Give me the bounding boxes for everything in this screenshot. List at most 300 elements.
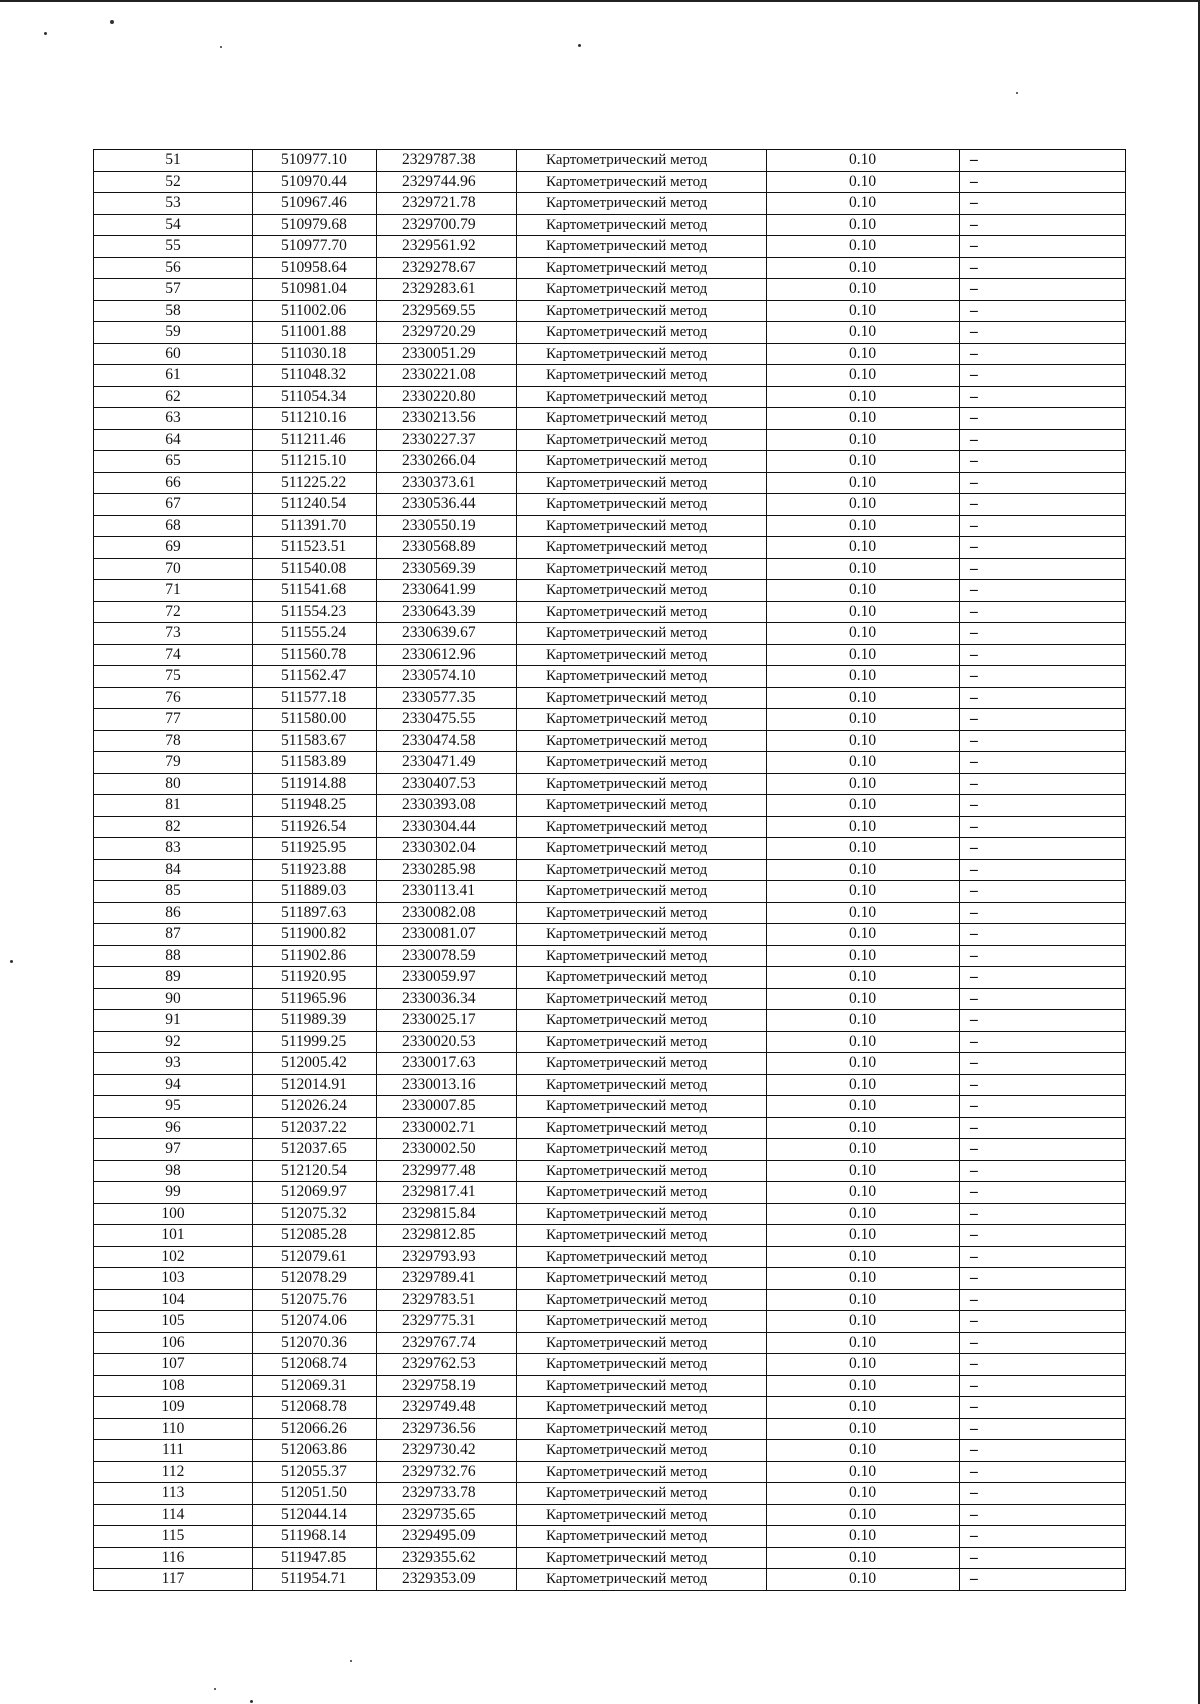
table-row — [94, 601, 1126, 623]
x-coordinate-cell: 510958.64 — [253, 257, 377, 279]
table-row — [94, 1010, 1126, 1032]
y-coordinate-cell: 2329353.09 — [377, 1569, 517, 1591]
error-cell: 0.10 — [767, 1311, 960, 1333]
error-cell: 0.10 — [767, 236, 960, 258]
method-cell: Картометрический метод — [517, 1526, 767, 1548]
error-cell: 0.10 — [767, 859, 960, 881]
description-cell: – — [960, 988, 1126, 1010]
table-row — [94, 1053, 1126, 1075]
table-row — [94, 1483, 1126, 1505]
method-cell: Картометрический метод — [517, 171, 767, 193]
description-cell: – — [960, 1160, 1126, 1182]
point-number-cell: 75 — [94, 666, 253, 688]
table-row — [94, 1225, 1126, 1247]
y-coordinate-cell: 2330407.53 — [377, 773, 517, 795]
table-row — [94, 429, 1126, 451]
error-cell: 0.10 — [767, 1332, 960, 1354]
error-cell: 0.10 — [767, 1053, 960, 1075]
table-row — [94, 967, 1126, 989]
table-row — [94, 193, 1126, 215]
table-row — [94, 1117, 1126, 1139]
error-cell: 0.10 — [767, 1440, 960, 1462]
point-number-cell: 78 — [94, 730, 253, 752]
table-row — [94, 214, 1126, 236]
error-cell: 0.10 — [767, 1203, 960, 1225]
x-coordinate-cell: 512068.74 — [253, 1354, 377, 1376]
description-cell: – — [960, 1569, 1126, 1591]
point-number-cell: 54 — [94, 214, 253, 236]
scan-edge-top — [0, 0, 1200, 2]
table-row — [94, 795, 1126, 817]
y-coordinate-cell: 2330221.08 — [377, 365, 517, 387]
point-number-cell: 67 — [94, 494, 253, 516]
point-number-cell: 105 — [94, 1311, 253, 1333]
error-cell: 0.10 — [767, 1569, 960, 1591]
y-coordinate-cell: 2329721.78 — [377, 193, 517, 215]
point-number-cell: 55 — [94, 236, 253, 258]
description-cell: – — [960, 580, 1126, 602]
point-number-cell: 117 — [94, 1569, 253, 1591]
description-cell: – — [960, 1311, 1126, 1333]
table-row — [94, 1096, 1126, 1118]
description-cell: – — [960, 1375, 1126, 1397]
error-cell: 0.10 — [767, 1418, 960, 1440]
error-cell: 0.10 — [767, 365, 960, 387]
method-cell: Картометрический метод — [517, 1160, 767, 1182]
y-coordinate-cell: 2330082.08 — [377, 902, 517, 924]
x-coordinate-cell: 512074.06 — [253, 1311, 377, 1333]
description-cell: – — [960, 1031, 1126, 1053]
error-cell: 0.10 — [767, 580, 960, 602]
table-row — [94, 1397, 1126, 1419]
y-coordinate-cell: 2330574.10 — [377, 666, 517, 688]
table-row — [94, 322, 1126, 344]
x-coordinate-cell: 512026.24 — [253, 1096, 377, 1118]
table-row — [94, 580, 1126, 602]
error-cell: 0.10 — [767, 1526, 960, 1548]
method-cell: Картометрический метод — [517, 1569, 767, 1591]
error-cell: 0.10 — [767, 214, 960, 236]
y-coordinate-cell: 2329744.96 — [377, 171, 517, 193]
method-cell: Картометрический метод — [517, 1332, 767, 1354]
point-number-cell: 60 — [94, 343, 253, 365]
error-cell: 0.10 — [767, 924, 960, 946]
y-coordinate-cell: 2329736.56 — [377, 1418, 517, 1440]
error-cell: 0.10 — [767, 1268, 960, 1290]
error-cell: 0.10 — [767, 257, 960, 279]
x-coordinate-cell: 511965.96 — [253, 988, 377, 1010]
method-cell: Картометрический метод — [517, 838, 767, 860]
method-cell: Картометрический метод — [517, 386, 767, 408]
description-cell: – — [960, 1397, 1126, 1419]
error-cell: 0.10 — [767, 558, 960, 580]
x-coordinate-cell: 512078.29 — [253, 1268, 377, 1290]
description-cell: – — [960, 365, 1126, 387]
x-coordinate-cell: 511215.10 — [253, 451, 377, 473]
method-cell: Картометрический метод — [517, 687, 767, 709]
point-number-cell: 59 — [94, 322, 253, 344]
description-cell: – — [960, 1354, 1126, 1376]
table-row — [94, 171, 1126, 193]
point-number-cell: 107 — [94, 1354, 253, 1376]
x-coordinate-cell: 511002.06 — [253, 300, 377, 322]
error-cell: 0.10 — [767, 1074, 960, 1096]
table-row — [94, 709, 1126, 731]
x-coordinate-cell: 511989.39 — [253, 1010, 377, 1032]
scan-speck — [350, 1660, 352, 1662]
description-cell: – — [960, 343, 1126, 365]
description-cell: – — [960, 1053, 1126, 1075]
method-cell: Картометрический метод — [517, 967, 767, 989]
x-coordinate-cell: 511541.68 — [253, 580, 377, 602]
description-cell: – — [960, 171, 1126, 193]
x-coordinate-cell: 510970.44 — [253, 171, 377, 193]
x-coordinate-cell: 511001.88 — [253, 322, 377, 344]
y-coordinate-cell: 2330227.37 — [377, 429, 517, 451]
x-coordinate-cell: 512055.37 — [253, 1461, 377, 1483]
description-cell: – — [960, 1096, 1126, 1118]
error-cell: 0.10 — [767, 1246, 960, 1268]
description-cell: – — [960, 1074, 1126, 1096]
point-number-cell: 87 — [94, 924, 253, 946]
table-row — [94, 988, 1126, 1010]
scan-speck — [250, 1700, 253, 1703]
point-number-cell: 77 — [94, 709, 253, 731]
description-cell: – — [960, 1246, 1126, 1268]
method-cell: Картометрический метод — [517, 1397, 767, 1419]
scan-speck — [1016, 92, 1018, 94]
x-coordinate-cell: 511030.18 — [253, 343, 377, 365]
table-row — [94, 343, 1126, 365]
table-row — [94, 773, 1126, 795]
method-cell: Картометрический метод — [517, 795, 767, 817]
error-cell: 0.10 — [767, 1096, 960, 1118]
description-cell: – — [960, 1332, 1126, 1354]
point-number-cell: 58 — [94, 300, 253, 322]
method-cell: Картометрический метод — [517, 322, 767, 344]
point-number-cell: 63 — [94, 408, 253, 430]
x-coordinate-cell: 512075.32 — [253, 1203, 377, 1225]
y-coordinate-cell: 2330051.29 — [377, 343, 517, 365]
method-cell: Картометрический метод — [517, 1483, 767, 1505]
point-number-cell: 57 — [94, 279, 253, 301]
y-coordinate-cell: 2329355.62 — [377, 1547, 517, 1569]
x-coordinate-cell: 511225.22 — [253, 472, 377, 494]
method-cell: Картометрический метод — [517, 1461, 767, 1483]
method-cell: Картометрический метод — [517, 1139, 767, 1161]
table-row — [94, 1031, 1126, 1053]
point-number-cell: 98 — [94, 1160, 253, 1182]
table-row — [94, 150, 1126, 172]
description-cell: – — [960, 429, 1126, 451]
table-row — [94, 1311, 1126, 1333]
method-cell: Картометрический метод — [517, 773, 767, 795]
x-coordinate-cell: 511968.14 — [253, 1526, 377, 1548]
method-cell: Картометрический метод — [517, 537, 767, 559]
error-cell: 0.10 — [767, 623, 960, 645]
method-cell: Картометрический метод — [517, 1418, 767, 1440]
y-coordinate-cell: 2330373.61 — [377, 472, 517, 494]
x-coordinate-cell: 511580.00 — [253, 709, 377, 731]
point-number-cell: 99 — [94, 1182, 253, 1204]
description-cell: – — [960, 494, 1126, 516]
error-cell: 0.10 — [767, 988, 960, 1010]
error-cell: 0.10 — [767, 601, 960, 623]
y-coordinate-cell: 2329283.61 — [377, 279, 517, 301]
description-cell: – — [960, 537, 1126, 559]
point-number-cell: 65 — [94, 451, 253, 473]
table-row — [94, 236, 1126, 258]
description-cell: – — [960, 558, 1126, 580]
method-cell: Картометрический метод — [517, 752, 767, 774]
description-cell: – — [960, 924, 1126, 946]
description-cell: – — [960, 967, 1126, 989]
point-number-cell: 80 — [94, 773, 253, 795]
y-coordinate-cell: 2330471.49 — [377, 752, 517, 774]
description-cell: – — [960, 709, 1126, 731]
x-coordinate-cell: 511947.85 — [253, 1547, 377, 1569]
scan-speck — [110, 20, 114, 24]
y-coordinate-cell: 2330017.63 — [377, 1053, 517, 1075]
table-row — [94, 1354, 1126, 1376]
error-cell: 0.10 — [767, 752, 960, 774]
table-row — [94, 1182, 1126, 1204]
y-coordinate-cell: 2330059.97 — [377, 967, 517, 989]
x-coordinate-cell: 512120.54 — [253, 1160, 377, 1182]
table-row — [94, 365, 1126, 387]
y-coordinate-cell: 2329787.38 — [377, 150, 517, 172]
x-coordinate-cell: 511240.54 — [253, 494, 377, 516]
method-cell: Картометрический метод — [517, 1031, 767, 1053]
method-cell: Картометрический метод — [517, 666, 767, 688]
error-cell: 0.10 — [767, 515, 960, 537]
point-number-cell: 72 — [94, 601, 253, 623]
description-cell: – — [960, 1504, 1126, 1526]
y-coordinate-cell: 2330213.56 — [377, 408, 517, 430]
y-coordinate-cell: 2329749.48 — [377, 1397, 517, 1419]
method-cell: Картометрический метод — [517, 1289, 767, 1311]
error-cell: 0.10 — [767, 429, 960, 451]
y-coordinate-cell: 2329561.92 — [377, 236, 517, 258]
point-number-cell: 110 — [94, 1418, 253, 1440]
table-row — [94, 1139, 1126, 1161]
error-cell: 0.10 — [767, 408, 960, 430]
error-cell: 0.10 — [767, 1225, 960, 1247]
error-cell: 0.10 — [767, 1375, 960, 1397]
table-row — [94, 924, 1126, 946]
method-cell: Картометрический метод — [517, 881, 767, 903]
scan-speck — [214, 1688, 216, 1690]
x-coordinate-cell: 512069.97 — [253, 1182, 377, 1204]
method-cell: Картометрический метод — [517, 214, 767, 236]
y-coordinate-cell: 2329775.31 — [377, 1311, 517, 1333]
description-cell: – — [960, 623, 1126, 645]
y-coordinate-cell: 2330639.67 — [377, 623, 517, 645]
table-row — [94, 644, 1126, 666]
point-number-cell: 90 — [94, 988, 253, 1010]
x-coordinate-cell: 510967.46 — [253, 193, 377, 215]
method-cell: Картометрический метод — [517, 859, 767, 881]
method-cell: Картометрический метод — [517, 1440, 767, 1462]
table-row — [94, 1268, 1126, 1290]
error-cell: 0.10 — [767, 1461, 960, 1483]
y-coordinate-cell: 2330536.44 — [377, 494, 517, 516]
table-row — [94, 1440, 1126, 1462]
error-cell: 0.10 — [767, 1010, 960, 1032]
x-coordinate-cell: 511577.18 — [253, 687, 377, 709]
y-coordinate-cell: 2329733.78 — [377, 1483, 517, 1505]
table-row — [94, 623, 1126, 645]
point-number-cell: 70 — [94, 558, 253, 580]
method-cell: Картометрический метод — [517, 623, 767, 645]
y-coordinate-cell: 2329569.55 — [377, 300, 517, 322]
table-row — [94, 472, 1126, 494]
y-coordinate-cell: 2329758.19 — [377, 1375, 517, 1397]
table-row — [94, 1160, 1126, 1182]
table-row — [94, 752, 1126, 774]
x-coordinate-cell: 512005.42 — [253, 1053, 377, 1075]
y-coordinate-cell: 2329783.51 — [377, 1289, 517, 1311]
y-coordinate-cell: 2329720.29 — [377, 322, 517, 344]
error-cell: 0.10 — [767, 730, 960, 752]
method-cell: Картометрический метод — [517, 1354, 767, 1376]
description-cell: – — [960, 1547, 1126, 1569]
x-coordinate-cell: 511920.95 — [253, 967, 377, 989]
table-row — [94, 537, 1126, 559]
method-cell: Картометрический метод — [517, 472, 767, 494]
y-coordinate-cell: 2329812.85 — [377, 1225, 517, 1247]
point-number-cell: 56 — [94, 257, 253, 279]
description-cell: – — [960, 773, 1126, 795]
y-coordinate-cell: 2329793.93 — [377, 1246, 517, 1268]
y-coordinate-cell: 2330550.19 — [377, 515, 517, 537]
point-number-cell: 97 — [94, 1139, 253, 1161]
y-coordinate-cell: 2329735.65 — [377, 1504, 517, 1526]
point-number-cell: 74 — [94, 644, 253, 666]
x-coordinate-cell: 512079.61 — [253, 1246, 377, 1268]
x-coordinate-cell: 512037.65 — [253, 1139, 377, 1161]
y-coordinate-cell: 2329977.48 — [377, 1160, 517, 1182]
scan-speck — [10, 960, 13, 963]
y-coordinate-cell: 2329278.67 — [377, 257, 517, 279]
method-cell: Картометрический метод — [517, 1375, 767, 1397]
error-cell: 0.10 — [767, 902, 960, 924]
description-cell: – — [960, 816, 1126, 838]
table-row — [94, 451, 1126, 473]
y-coordinate-cell: 2330568.89 — [377, 537, 517, 559]
table-row — [94, 494, 1126, 516]
error-cell: 0.10 — [767, 1289, 960, 1311]
y-coordinate-cell: 2330569.39 — [377, 558, 517, 580]
y-coordinate-cell: 2330641.99 — [377, 580, 517, 602]
error-cell: 0.10 — [767, 451, 960, 473]
x-coordinate-cell: 511554.23 — [253, 601, 377, 623]
point-number-cell: 106 — [94, 1332, 253, 1354]
point-number-cell: 108 — [94, 1375, 253, 1397]
description-cell: – — [960, 1139, 1126, 1161]
point-number-cell: 113 — [94, 1483, 253, 1505]
error-cell: 0.10 — [767, 494, 960, 516]
error-cell: 0.10 — [767, 709, 960, 731]
x-coordinate-cell: 512037.22 — [253, 1117, 377, 1139]
table-row — [94, 1375, 1126, 1397]
table-row — [94, 1074, 1126, 1096]
description-cell: – — [960, 322, 1126, 344]
x-coordinate-cell: 511540.08 — [253, 558, 377, 580]
x-coordinate-cell: 512069.31 — [253, 1375, 377, 1397]
scan-speck — [44, 32, 47, 35]
description-cell: – — [960, 1182, 1126, 1204]
method-cell: Картометрический метод — [517, 1547, 767, 1569]
description-cell: – — [960, 752, 1126, 774]
x-coordinate-cell: 512051.50 — [253, 1483, 377, 1505]
point-number-cell: 68 — [94, 515, 253, 537]
description-cell: – — [960, 859, 1126, 881]
description-cell: – — [960, 150, 1126, 172]
point-number-cell: 103 — [94, 1268, 253, 1290]
point-number-cell: 111 — [94, 1440, 253, 1462]
point-number-cell: 52 — [94, 171, 253, 193]
table-row — [94, 257, 1126, 279]
table-row — [94, 1504, 1126, 1526]
method-cell: Картометрический метод — [517, 257, 767, 279]
x-coordinate-cell: 511555.24 — [253, 623, 377, 645]
description-cell: – — [960, 214, 1126, 236]
description-cell: – — [960, 1483, 1126, 1505]
table-row — [94, 881, 1126, 903]
y-coordinate-cell: 2330020.53 — [377, 1031, 517, 1053]
point-number-cell: 115 — [94, 1526, 253, 1548]
y-coordinate-cell: 2329762.53 — [377, 1354, 517, 1376]
method-cell: Картометрический метод — [517, 1010, 767, 1032]
description-cell: – — [960, 451, 1126, 473]
method-cell: Картометрический метод — [517, 558, 767, 580]
y-coordinate-cell: 2329730.42 — [377, 1440, 517, 1462]
method-cell: Картометрический метод — [517, 816, 767, 838]
point-number-cell: 94 — [94, 1074, 253, 1096]
point-number-cell: 92 — [94, 1031, 253, 1053]
table-row — [94, 386, 1126, 408]
description-cell: – — [960, 515, 1126, 537]
error-cell: 0.10 — [767, 386, 960, 408]
description-cell: – — [960, 902, 1126, 924]
x-coordinate-cell: 511523.51 — [253, 537, 377, 559]
scan-speck — [578, 44, 581, 47]
method-cell: Картометрический метод — [517, 408, 767, 430]
x-coordinate-cell: 511914.88 — [253, 773, 377, 795]
x-coordinate-cell: 511054.34 — [253, 386, 377, 408]
method-cell: Картометрический метод — [517, 494, 767, 516]
error-cell: 0.10 — [767, 773, 960, 795]
point-number-cell: 53 — [94, 193, 253, 215]
description-cell: – — [960, 881, 1126, 903]
method-cell: Картометрический метод — [517, 1203, 767, 1225]
point-number-cell: 91 — [94, 1010, 253, 1032]
table-row — [94, 1569, 1126, 1591]
table-row — [94, 687, 1126, 709]
table-row — [94, 859, 1126, 881]
y-coordinate-cell: 2330113.41 — [377, 881, 517, 903]
description-cell: – — [960, 1203, 1126, 1225]
point-number-cell: 86 — [94, 902, 253, 924]
method-cell: Картометрический метод — [517, 902, 767, 924]
x-coordinate-cell: 512070.36 — [253, 1332, 377, 1354]
table-row — [94, 1461, 1126, 1483]
point-number-cell: 95 — [94, 1096, 253, 1118]
description-cell: – — [960, 1010, 1126, 1032]
y-coordinate-cell: 2329700.79 — [377, 214, 517, 236]
x-coordinate-cell: 511954.71 — [253, 1569, 377, 1591]
